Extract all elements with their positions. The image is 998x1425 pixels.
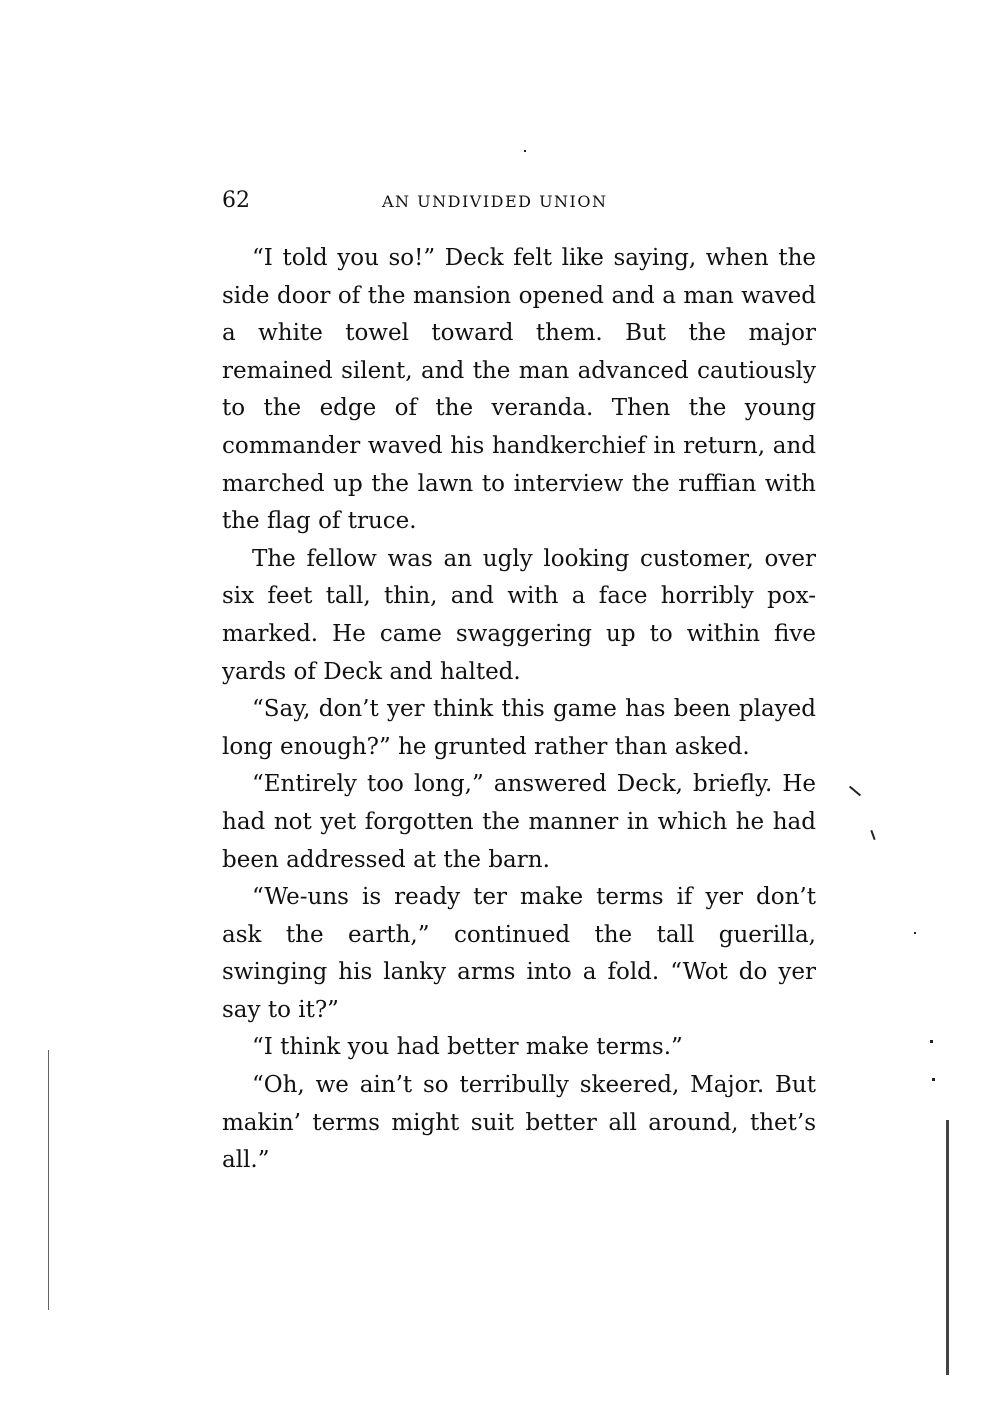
paragraph: “We-uns is ready ter make terms if yer don’t ask the earth,” continued the tall guerilla, swinging his lanky arms into a fold. “Wot do yer say to it?” bbox=[222, 884, 816, 1023]
page-header bbox=[222, 188, 816, 218]
scan-artifact-tick bbox=[849, 786, 861, 797]
body-text bbox=[222, 240, 816, 1180]
paragraph: “Entirely too long,” answered Deck, briefly. He had not yet forgotten the manner in which he had been addressed at the barn. bbox=[222, 771, 816, 873]
running-head: AN UNDIVIDED UNION bbox=[382, 192, 608, 211]
paragraph: “Say, don’t yer think this game has been played long enough?” he grunted rather than asked. bbox=[222, 696, 816, 760]
paragraph: “I told you so!” Deck felt like saying, when the side door of the mansion opened and a man waved a white towel toward them. But the major remained silent, and the man advanced cautiously to the edge of the veranda. Then the young commander waved his handkerchief in return, and marched up the lawn to interview the ruffian with the flag of truce. bbox=[222, 245, 816, 535]
scan-artifact-dot bbox=[524, 150, 526, 152]
scan-artifact-dot bbox=[914, 932, 916, 934]
scan-artifact-tick bbox=[870, 830, 875, 840]
paragraph: The fellow was an ugly looking customer, over six feet tall, thin, and with a face horribly pox-marked. He came swaggering up to within five yards of Deck and halted. bbox=[222, 545, 816, 685]
scan-artifact-dot bbox=[932, 1078, 935, 1081]
scan-artifact-left-line bbox=[48, 1050, 49, 1310]
page-number: 62 bbox=[222, 188, 250, 213]
paragraph: “Oh, we ain’t so terribully skeered, Major. But makin’ terms might suit better all around, thet’s all.” bbox=[222, 1072, 816, 1174]
paragraph: “I think you had better make terms.” bbox=[252, 1034, 683, 1061]
scan-artifact-dot bbox=[930, 1040, 933, 1043]
scan-artifact-right-line bbox=[946, 1120, 949, 1375]
